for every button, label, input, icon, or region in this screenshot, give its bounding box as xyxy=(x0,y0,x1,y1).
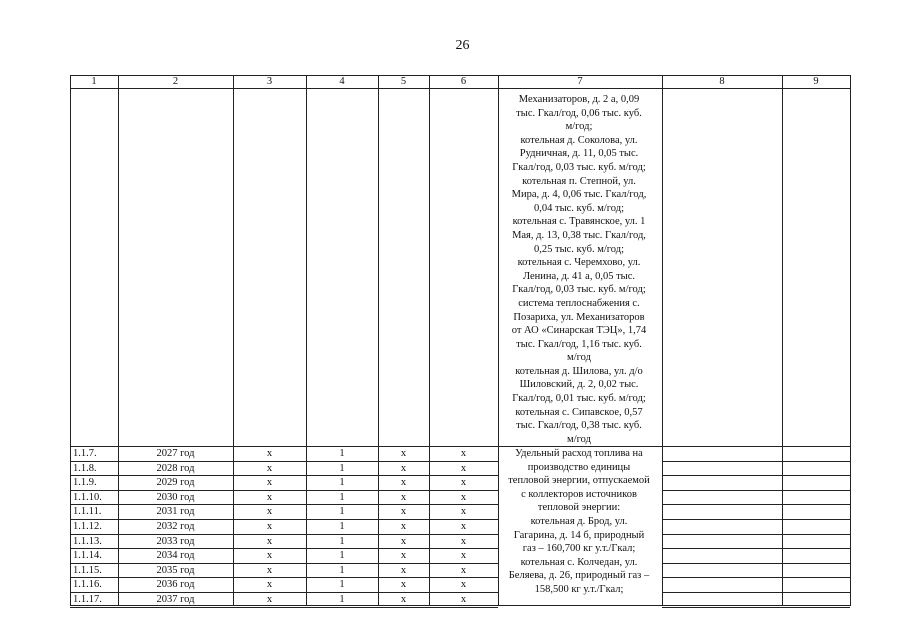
table-cell-year: 2031 год xyxy=(156,506,195,518)
column-border xyxy=(782,75,783,605)
table-cell-num: 1.1.12. xyxy=(73,521,102,532)
column-border xyxy=(662,75,663,605)
merged-text-line: производство единицы xyxy=(527,461,631,473)
table-cell-c3: х xyxy=(266,521,273,532)
table-cell-c6: х xyxy=(460,521,467,532)
table-cell-c4: 1 xyxy=(339,506,345,518)
merged-description-cell xyxy=(498,447,660,597)
header-bottom-border xyxy=(70,88,851,89)
merged-text-line: с коллекторов источников xyxy=(521,488,637,500)
row-border xyxy=(662,607,850,608)
table-cell-c4: 1 xyxy=(339,521,345,532)
table-cell-c5: х xyxy=(400,521,407,532)
table-cell-c4: 1 xyxy=(339,550,345,562)
table-cell-c4: 1 xyxy=(339,462,345,474)
row-border xyxy=(662,534,850,535)
table-cell-c6: х xyxy=(460,491,467,503)
row-border xyxy=(662,548,850,549)
data-table xyxy=(70,75,850,605)
table-cell-year: 2036 год xyxy=(156,579,195,591)
continuation-text-cell xyxy=(498,93,660,446)
table-cell-c4: 1 xyxy=(339,535,345,547)
row-border xyxy=(662,504,850,505)
table-cell-year: 2032 год xyxy=(156,521,195,532)
table-cell-c3: х xyxy=(266,579,273,591)
continuation-text-line: тыс. Гкал/год, 0,06 тыс. куб. xyxy=(516,107,642,119)
table-cell-year: 2030 год xyxy=(156,491,195,503)
table-cell-c4: 1 xyxy=(339,579,345,591)
column-header-4: 4 xyxy=(339,76,345,87)
continuation-text-line: Гкал/год, 0,03 тыс. куб. м/год; xyxy=(512,284,646,296)
table-cell-c6: х xyxy=(460,477,467,489)
column-header-6: 6 xyxy=(460,76,467,87)
table-cell-c6: х xyxy=(460,462,467,474)
table-cell-c5: х xyxy=(400,477,407,489)
continuation-text-line: котельная д. Соколова, ул. xyxy=(520,134,638,146)
continuation-text-line: м/год; xyxy=(565,121,593,133)
column-header-2: 2 xyxy=(172,76,179,87)
row-border xyxy=(662,446,850,447)
table-cell-c5: х xyxy=(400,535,407,547)
column-header-5: 5 xyxy=(400,76,407,87)
continuation-text-line: Мая, д. 13, 0,38 тыс. Гкал/год, xyxy=(512,229,646,241)
table-cell-c3: х xyxy=(266,535,273,547)
table-cell-year: 2027 год xyxy=(156,448,195,459)
table-cell-num: 1.1.9. xyxy=(73,477,97,489)
continuation-text-line: котельная с. Черемхово, ул. xyxy=(517,257,641,269)
page-number: 26 xyxy=(455,38,470,53)
table-cell-c4: 1 xyxy=(339,594,345,605)
row-border xyxy=(662,519,850,520)
continuation-text-line: 0,25 тыс. куб. м/год; xyxy=(533,243,625,255)
continuation-text-line: котельная с. Сипавское, 0,57 xyxy=(515,406,643,418)
row-border xyxy=(662,461,850,462)
continuation-text-line: тыс. Гкал/год, 1,16 тыс. куб. xyxy=(516,338,642,350)
continuation-text-line: 0,04 тыс. куб. м/год; xyxy=(533,202,625,214)
table-cell-c3: х xyxy=(266,564,273,576)
table-cell-num: 1.1.7. xyxy=(73,448,97,459)
merged-text-line: газ – 160,700 кг у.т./Гкал; xyxy=(522,543,636,555)
table-cell-num: 1.1.13. xyxy=(73,535,102,547)
table-cell-c3: х xyxy=(266,448,273,459)
table-cell-num: 1.1.16. xyxy=(73,579,102,591)
table-cell-c6: х xyxy=(460,550,467,562)
table-cell-c4: 1 xyxy=(339,491,345,503)
column-border xyxy=(70,75,71,605)
table-cell-c5: х xyxy=(400,564,407,576)
continuation-text-line: Позариха, ул. Механизаторов xyxy=(513,311,645,323)
table-cell-year: 2037 год xyxy=(156,594,195,605)
column-header-9: 9 xyxy=(813,76,819,87)
table-cell-c4: 1 xyxy=(339,477,345,489)
table-cell-c6: х xyxy=(460,506,467,518)
row-border xyxy=(662,563,850,564)
table-cell-c6: х xyxy=(460,594,467,605)
continuation-text-line: тыс. Гкал/год, 0,38 тыс. куб. xyxy=(516,420,642,432)
table-cell-c3: х xyxy=(266,477,273,489)
row-border xyxy=(662,592,850,593)
continuation-text-line: м/год xyxy=(567,352,591,364)
table-cell-year: 2034 год xyxy=(156,550,195,562)
table-cell-c4: 1 xyxy=(339,564,345,576)
table-cell-num: 1.1.8. xyxy=(73,462,97,474)
column-border xyxy=(850,75,851,605)
row-border xyxy=(662,490,850,491)
table-cell-c5: х xyxy=(400,491,407,503)
table-cell-year: 2035 год xyxy=(156,564,195,576)
table-cell-c6: х xyxy=(460,448,467,459)
continuation-text-line: котельная с. Травянское, ул. 1 xyxy=(512,216,646,228)
merged-text-line: Гагарина, д. 14 б, природный xyxy=(513,529,645,541)
continuation-text-line: от АО «Синарская ТЭЦ», 1,74 xyxy=(511,325,647,337)
column-header-1: 1 xyxy=(91,76,97,87)
column-header-3: 3 xyxy=(266,76,273,87)
continuation-text-line: Рудничная, д. 11, 0,05 тыс. xyxy=(519,148,639,160)
table-cell-num: 1.1.11. xyxy=(73,506,102,518)
table-cell-year: 2033 год xyxy=(156,535,195,547)
merged-text-line: котельная д. Брод, ул. xyxy=(530,515,628,527)
table-cell-num: 1.1.14. xyxy=(73,550,102,562)
row-border xyxy=(662,475,850,476)
table-cell-num: 1.1.15. xyxy=(73,564,102,576)
table-cell-c3: х xyxy=(266,506,273,518)
column-header-8: 8 xyxy=(719,76,725,87)
merged-text-line: тепловой энергии, отпускаемой xyxy=(508,475,650,487)
continuation-text-line: Механизаторов, д. 2 а, 0,09 xyxy=(518,94,640,105)
continuation-text-line: котельная д. Шилова, ул. д/о xyxy=(515,365,643,377)
merged-text-line: тепловой энергии: xyxy=(537,502,621,514)
continuation-text-line: Ленина, д. 41 а, 0,05 тыс. xyxy=(522,270,636,282)
merged-text-line: 158,500 кг у.т./Гкал; xyxy=(534,583,624,595)
table-cell-c5: х xyxy=(400,448,407,459)
table-cell-year: 2028 год xyxy=(156,462,195,474)
table-cell-c3: х xyxy=(266,462,273,474)
continuation-text-line: м/год xyxy=(567,433,591,445)
table-cell-c5: х xyxy=(400,579,407,591)
continuation-text-line: Гкал/год, 0,01 тыс. куб. м/год; xyxy=(512,393,646,405)
row-border xyxy=(662,577,850,578)
continuation-text-line: Мира, д. 4, 0,06 тыс. Гкал/год, xyxy=(511,189,647,201)
table-cell-c6: х xyxy=(460,535,467,547)
merged-text-line: Удельный расход топлива на xyxy=(515,448,643,459)
table-cell-c3: х xyxy=(266,594,273,605)
table-cell-c6: х xyxy=(460,579,467,591)
merged-text-line: котельная с. Колчедан, ул. xyxy=(520,556,638,568)
table-cell-num: 1.1.10. xyxy=(73,491,102,503)
continuation-text-line: система теплоснабжения с. xyxy=(518,297,640,309)
continuation-text-line: Шиловский, д. 2, 0,02 тыс. xyxy=(519,379,639,391)
table-cell-c3: х xyxy=(266,491,273,503)
column-header-7: 7 xyxy=(577,76,583,87)
table-cell-c5: х xyxy=(400,550,407,562)
table-cell-num: 1.1.17. xyxy=(73,594,102,605)
table-cell-c4: 1 xyxy=(339,448,345,459)
row-border xyxy=(70,607,498,608)
table-cell-c5: х xyxy=(400,462,407,474)
continuation-text-line: Гкал/год, 0,03 тыс. куб. м/год; xyxy=(512,161,646,173)
continuation-text-line: котельная п. Степной, ул. xyxy=(522,175,636,187)
table-cell-c6: х xyxy=(460,564,467,576)
merged-text-line: Беляева, д. 26, природный газ – xyxy=(508,570,650,582)
table-cell-c5: х xyxy=(400,506,407,518)
table-cell-c3: х xyxy=(266,550,273,562)
table-cell-year: 2029 год xyxy=(156,477,195,489)
table-cell-c5: х xyxy=(400,594,407,605)
